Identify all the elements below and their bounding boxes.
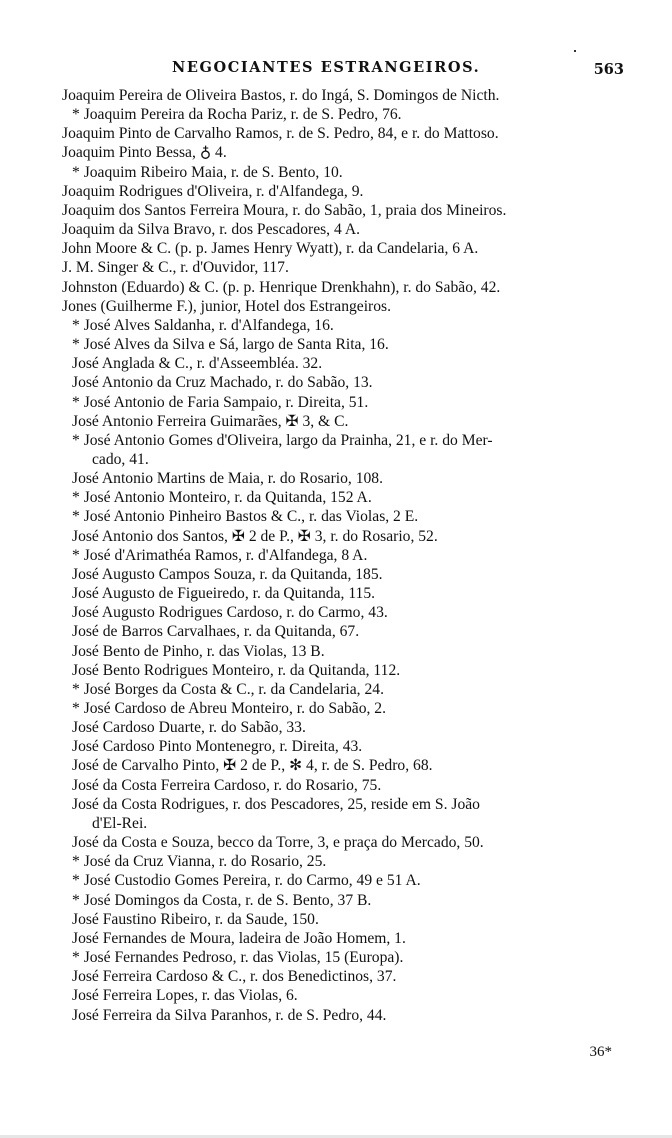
list-item: * José da Cruz Vianna, r. do Rosario, 25. bbox=[72, 853, 327, 871]
list-item: José Fernandes de Moura, ladeira de João Homem, 1. bbox=[72, 929, 406, 947]
directory-listing bbox=[62, 86, 650, 1025]
list-item: José da Costa e Souza, becco da Torre, 3, e praça do Mercado, 50. bbox=[72, 834, 484, 852]
list-item: José Anglada & C., r. d'Asseembléa. 32. bbox=[72, 355, 323, 373]
list-item: Joaquim Pinto de Carvalho Ramos, r. de S. Pedro, 84, e r. do Mattoso. bbox=[62, 125, 499, 143]
list-item-continuation: d'El-Rei. bbox=[92, 814, 148, 832]
list-item: José de Carvalho Pinto, ✠ 2 de P., ✻ 4, r. de S. Pedro, 68. bbox=[72, 757, 433, 775]
list-item: José Antonio da Cruz Machado, r. do Sabão, 13. bbox=[72, 374, 373, 392]
page-header bbox=[0, 59, 672, 83]
list-item: José Cardoso Duarte, r. do Sabão, 33. bbox=[72, 719, 306, 737]
list-item: Joaquim da Silva Bravo, r. dos Pescadores, 4 A. bbox=[62, 221, 360, 239]
list-item: José Faustino Ribeiro, r. da Saude, 150. bbox=[72, 910, 319, 928]
list-item: José Antonio dos Santos, ✠ 2 de P., ✠ 3, r. do Rosario, 52. bbox=[72, 527, 438, 545]
list-item: J. M. Singer & C., r. d'Ouvidor, 117. bbox=[62, 259, 289, 277]
list-item: * José d'Arimathéa Ramos, r. d'Alfandega, 8 A. bbox=[72, 546, 368, 564]
list-item-continuation: cado, 41. bbox=[92, 450, 149, 468]
list-item: * Joaquim Pereira da Rocha Pariz, r. de S. Pedro, 76. bbox=[72, 106, 402, 124]
list-item: José Ferreira Lopes, r. das Violas, 6. bbox=[72, 987, 298, 1005]
running-title: NEGOCIANTES ESTRANGEIROS. bbox=[172, 59, 481, 76]
list-item: José Augusto Campos Souza, r. da Quitanda, 185. bbox=[72, 565, 383, 583]
list-item: José Ferreira da Silva Paranhos, r. de S. Pedro, 44. bbox=[72, 1006, 387, 1024]
list-item: John Moore & C. (p. p. James Henry Wyatt), r. da Candelaria, 6 A. bbox=[62, 240, 479, 258]
list-item: Jones (Guilherme F.), junior, Hotel dos Estrangeiros. bbox=[62, 297, 392, 315]
list-item: * José Cardoso de Abreu Monteiro, r. do Sabão, 2. bbox=[72, 700, 386, 717]
list-item: José da Costa Rodrigues, r. dos Pescadores, 25, reside em S. João bbox=[72, 795, 480, 813]
list-item: * José Fernandes Pedroso, r. das Violas, 15 (Europa). bbox=[72, 949, 404, 967]
scan-speck bbox=[574, 50, 576, 52]
list-item: * José Antonio Pinheiro Bastos & C., r. das Violas, 2 E. bbox=[72, 508, 419, 526]
list-item: * José Custodio Gomes Pereira, r. do Carmo, 49 e 51 A. bbox=[72, 872, 421, 890]
list-item: Johnston (Eduardo) & C. (p. p. Henrique Drenkhahn), r. do Sabão, 42. bbox=[62, 278, 501, 296]
list-item: * José Antonio Gomes d'Oliveira, largo da Prainha, 21, e r. do Mer- bbox=[72, 431, 493, 449]
list-item: * José Borges da Costa & C., r. da Candelaria, 24. bbox=[72, 680, 384, 698]
list-item: Joaquim Rodrigues d'Oliveira, r. d'Alfandega, 9. bbox=[62, 182, 364, 200]
list-item: José Bento Rodrigues Monteiro, r. da Quitanda, 112. bbox=[72, 661, 401, 679]
list-item: * José Antonio Monteiro, r. da Quitanda, 152 A. bbox=[72, 489, 372, 507]
list-item: José Augusto Rodrigues Cardoso, r. do Carmo, 43. bbox=[72, 604, 388, 622]
list-item: José Antonio Ferreira Guimarães, ✠ 3, & C. bbox=[72, 412, 349, 430]
list-item: Joaquim dos Santos Ferreira Moura, r. do Sabão, 1, praia dos Mineiros. bbox=[62, 201, 507, 219]
list-item: José da Costa Ferreira Cardoso, r. do Rosario, 75. bbox=[72, 776, 382, 794]
list-item: José Cardoso Pinto Montenegro, r. Direita, 43. bbox=[72, 738, 363, 756]
list-item: Joaquim Pereira de Oliveira Bastos, r. do Ingá, S. Domingos de Nicth. bbox=[62, 87, 500, 104]
list-item: José Bento de Pinho, r. das Violas, 13 B. bbox=[72, 642, 325, 660]
list-item: José Ferreira Cardoso & C., r. dos Benedictinos, 37. bbox=[72, 968, 397, 986]
list-item: * José Antonio de Faria Sampaio, r. Direita, 51. bbox=[72, 393, 369, 411]
list-item: * José Domingos da Costa, r. de S. Bento, 37 B. bbox=[72, 891, 372, 909]
list-item: José de Barros Carvalhaes, r. da Quitanda, 67. bbox=[72, 623, 360, 641]
list-item: * José Alves da Silva e Sá, largo de Santa Rita, 16. bbox=[72, 336, 389, 354]
page-number: 563 bbox=[593, 61, 624, 78]
list-item: * José Alves Saldanha, r. d'Alfandega, 16. bbox=[72, 316, 334, 334]
list-item: José Augusto de Figueiredo, r. da Quitanda, 115. bbox=[72, 585, 376, 603]
list-item: Joaquim Pinto Bessa, ♁ 4. bbox=[62, 144, 227, 162]
list-item: * Joaquim Ribeiro Maia, r. de S. Bento, 10. bbox=[72, 163, 343, 181]
list-item: José Antonio Martins de Maia, r. do Rosario, 108. bbox=[72, 470, 383, 488]
signature-mark: 36* bbox=[589, 1044, 612, 1060]
